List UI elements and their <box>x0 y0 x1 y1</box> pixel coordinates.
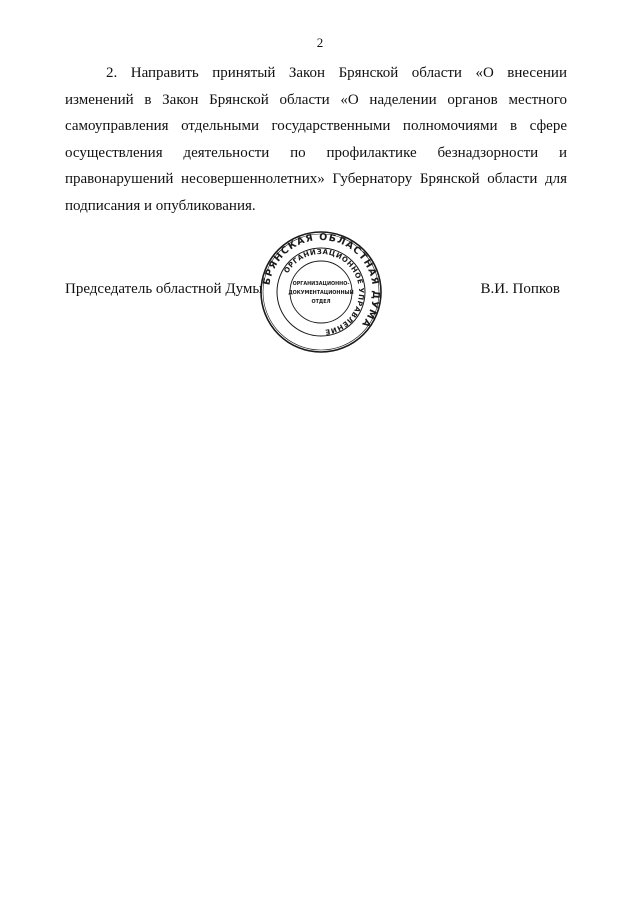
stamp-seal-graphic <box>259 230 383 354</box>
official-stamp <box>259 230 383 354</box>
page-number: 2 <box>316 35 324 50</box>
stamp-outer-text-path: БРЯНСКАЯ ОБЛАСТНАЯ ДУМА <box>261 231 382 330</box>
stamp-center-line-3: ОТДЕЛ <box>311 299 331 305</box>
stamp-inner-text-path: ОРГАНИЗАЦИОННОЕ УПРАВЛЕНИЕ <box>282 247 366 336</box>
paragraph-line: изменений в Закон Брянской области «О наделении органов местного <box>65 91 567 108</box>
paragraph-line: правонарушений несовершеннолетних» Губернатору Брянской области для <box>65 171 567 188</box>
paragraph-line: самоуправления отдельными государственными полномочиями в сфере <box>65 118 567 135</box>
stamp-center-line-2: ДОКУМЕНТАЦИОННЫЙ <box>288 290 354 296</box>
paragraph-line: 2. Направить принятый Закон Брянской области «О внесении <box>106 65 567 81</box>
stamp-center-line-1: ОРГАНИЗАЦИОННО- <box>292 281 350 287</box>
resolution-paragraph <box>65 60 567 220</box>
signatory-title: Председатель областной Думы <box>65 281 263 297</box>
paragraph-line: осуществления деятельности по профилактике безнадзорности и <box>65 144 567 161</box>
paragraph-line: подписания и опубликования. <box>65 197 256 214</box>
signatory-name: В.И. Попков <box>480 281 560 297</box>
